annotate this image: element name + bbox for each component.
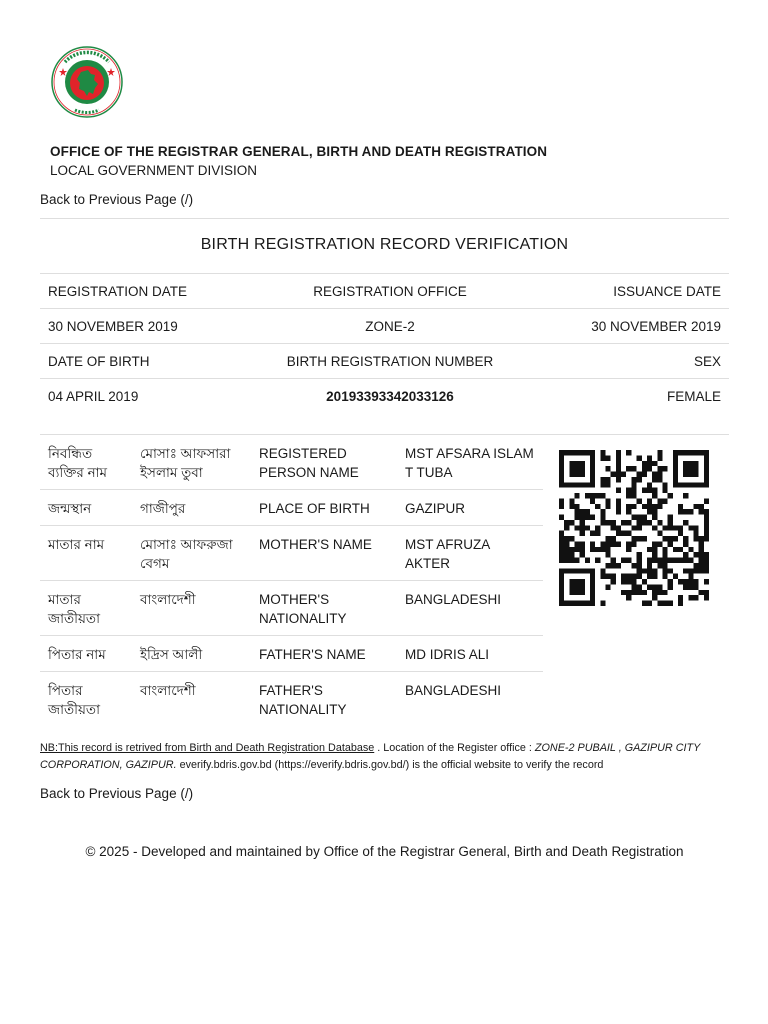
date-of-birth-value: 04 APRIL 2019 — [48, 389, 139, 404]
en-label: FATHER'S NATIONALITY — [259, 683, 347, 717]
bn-label: পিতার জাতীয়তা — [48, 683, 100, 717]
en-value: MD IDRIS ALI — [397, 636, 543, 672]
bn-value: মোসাঃ আফসারা ইসলাম তুবা — [132, 435, 251, 490]
location-prefix: . Location of the Register office : — [374, 742, 535, 754]
bn-value: ইদ্রিস আলী — [132, 636, 251, 672]
en-value: BANGLADESHI — [397, 581, 543, 636]
registration-date-value: 30 NOVEMBER 2019 — [48, 319, 178, 334]
en-label: PLACE OF BIRTH — [251, 490, 397, 526]
date-of-birth-label: DATE OF BIRTH — [48, 354, 150, 369]
meta-header-row — [40, 273, 729, 309]
bn-value: বাংলাদেশী — [140, 683, 196, 698]
en-value: BANGLADESHI — [405, 683, 502, 698]
en-label: FATHER'S NAME — [251, 636, 397, 672]
sex-label: SEX — [693, 354, 721, 369]
meta-value-row-2 — [40, 378, 729, 414]
en-label: MOTHER'S NAME — [251, 526, 397, 581]
qr-code-icon — [559, 450, 709, 606]
issuance-date-label: ISSUANCE DATE — [613, 284, 721, 299]
registration-date-label: REGISTRATION DATE — [48, 284, 188, 299]
en-value: MST AFRUZA AKTER — [397, 526, 543, 581]
org-title: OFFICE OF THE REGISTRAR GENERAL, BIRTH AND DEATH REGISTRATION — [50, 144, 548, 159]
bn-value: গাজীপুর — [132, 490, 251, 526]
bn-label: নিবন্ধিত ব্যক্তির নাম — [40, 435, 132, 490]
en-label: REGISTERED PERSON NAME — [251, 435, 397, 490]
org-subtitle: LOCAL GOVERNMENT DIVISION — [50, 163, 258, 178]
table-row — [40, 526, 543, 581]
table-row — [40, 672, 543, 727]
back-to-previous-link[interactable]: Back to Previous Page (/) — [40, 192, 194, 207]
table-row — [40, 636, 543, 672]
bn-value: মোসাঃ আফরুজা বেগম — [132, 526, 251, 581]
bn-value: বাংলাদেশী — [132, 581, 251, 636]
issuance-date-value: 30 NOVEMBER 2019 — [591, 319, 721, 334]
meta-value-row — [40, 308, 729, 344]
registration-office-value: ZONE-2 — [365, 319, 415, 334]
registration-office-label: REGISTRATION OFFICE — [313, 284, 467, 299]
nb-note-link[interactable]: NB:This record is retrived from Birth and Death Registration Database — [40, 742, 375, 754]
government-seal-icon — [51, 46, 123, 118]
birth-registration-number-label: BIRTH REGISTRATION NUMBER — [286, 354, 494, 369]
en-value: MST AFSARA ISLAM T TUBA — [397, 435, 543, 490]
footer-copyright: © 2025 - Developed and maintained by Office of the Registrar General, Birth and Death Registration — [85, 844, 684, 859]
divider — [40, 218, 729, 219]
table-row — [40, 435, 543, 490]
meta-header-row-2 — [40, 343, 729, 379]
register-office-location: ZONE-2 PUBAIL , GAZIPUR CITY CORPORATION, GAZIPUR. — [40, 742, 701, 771]
bn-label: মাতার জাতীয়তা — [40, 581, 132, 636]
table-row — [40, 581, 543, 636]
bn-label: জন্মস্থান — [40, 490, 132, 526]
back-to-previous-link-bottom[interactable]: Back to Previous Page (/) — [40, 786, 194, 801]
bn-label: পিতার নাম — [40, 636, 132, 672]
bn-label: মাতার নাম — [40, 526, 132, 581]
official-website-text: everify.bdris.gov.bd (https://everify.bdris.gov.bd/) is the official website to verify the record — [176, 758, 604, 771]
sex-value: FEMALE — [666, 389, 721, 404]
page-title: BIRTH REGISTRATION RECORD VERIFICATION — [200, 236, 569, 253]
en-value: GAZIPUR — [397, 490, 543, 526]
table-row — [40, 490, 543, 526]
en-label: MOTHER'S NATIONALITY — [251, 581, 397, 636]
verification-note — [40, 740, 729, 773]
birth-registration-number-value: 20193393342033126 — [326, 389, 454, 404]
person-details-table — [40, 434, 543, 726]
